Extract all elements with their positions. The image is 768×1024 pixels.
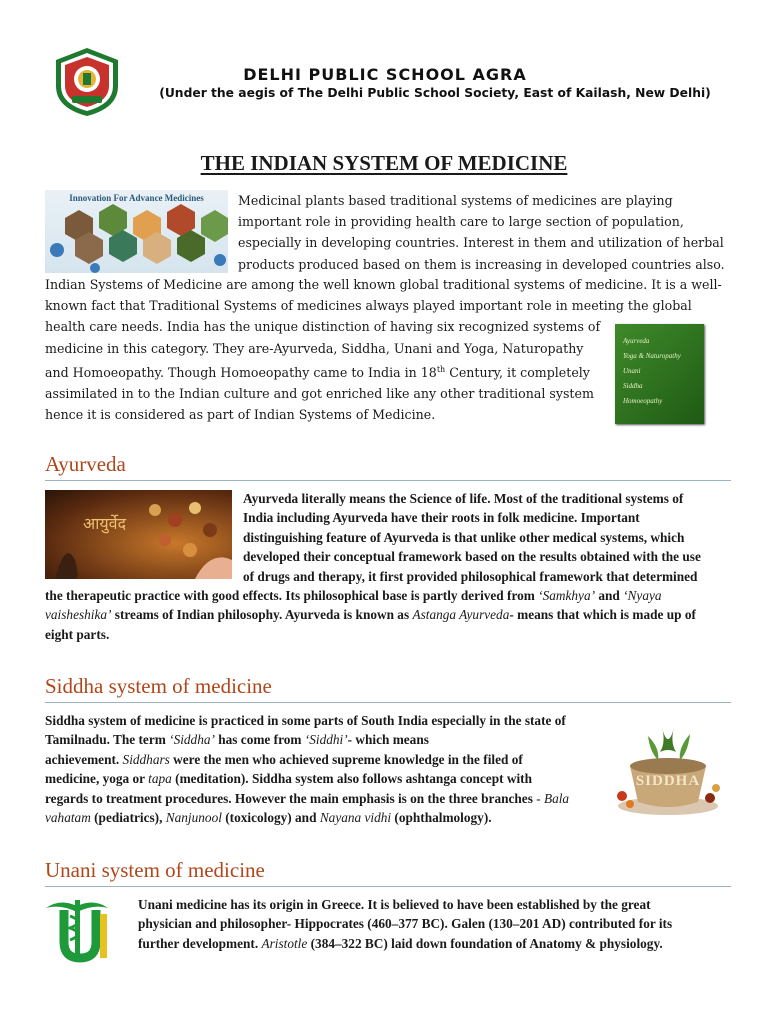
italic-term: vaisheshika’: [45, 607, 112, 623]
text-span: (384–322 BC) laid down foundation of Anatomy & physiology.: [307, 935, 663, 951]
italic-term: vahatam: [45, 810, 91, 826]
text-span: (toxicology) and: [221, 810, 320, 826]
ayurveda-line: [45, 605, 696, 624]
italic-term: Nanjunool: [165, 810, 222, 826]
ayurveda-heading: Ayurveda: [45, 452, 731, 481]
unani-line: Unani medicine has its origin in Greece. It is believed to have been established by the great: [138, 897, 651, 912]
superscript-th: th: [436, 364, 446, 374]
intro-line: especially in developing countries. Interest in them and utilization of herbal: [238, 235, 724, 251]
ayurveda-line: distinguishing feature of Ayurveda is that unlike other medical systems, which: [243, 529, 685, 545]
italic-term: Siddhars: [122, 751, 170, 767]
unani-logo: [42, 896, 112, 964]
italic-term: ‘Samkhya’: [538, 588, 596, 603]
siddha-heading: Siddha system of medicine: [45, 674, 731, 703]
intro-line: important role in providing health care to large section of population,: [238, 214, 684, 230]
unani-heading: Unani system of medicine: [45, 858, 731, 887]
text-span: medicine, yoga or: [45, 771, 149, 787]
ayurveda-line: [45, 586, 696, 605]
siddha-line: [45, 808, 569, 827]
text-span: - which means: [347, 732, 429, 748]
text-span: regards to treatment procedures. However the main emphasis is on the three branches: [45, 790, 537, 806]
ayurveda-line: of drugs and therapy, it first provided philosophical framework that determined: [243, 568, 698, 584]
intro-line: known fact that Traditional Systems of medicines always played important role in meeting the global: [45, 298, 692, 314]
ayurveda-line: India including Ayurveda have their roots in folk medicine. Important: [243, 510, 640, 526]
text-span: (ophthalmology).: [391, 810, 492, 826]
ayurveda-text-top: [243, 489, 701, 586]
ayurveda-line: Ayurveda literally means the Science of life. Most of the traditional systems of: [243, 491, 684, 506]
unani-line: [138, 934, 672, 953]
page-title-text: THE INDIAN SYSTEM OF MEDICINE: [200, 151, 568, 175]
book-line: Yoga & Naturopathy: [623, 352, 681, 360]
text-span: and: [595, 588, 624, 603]
unani-text: [138, 895, 672, 953]
text-span: streams of Indian philosophy. Ayurveda is known as: [111, 607, 413, 623]
italic-term: tapa: [148, 771, 172, 787]
text-span: Tamilnadu. The term: [45, 732, 170, 748]
intro-line-part: and Homoeopathy. Though Homoeopathy came to India in 18: [45, 365, 437, 380]
intro-line: assimilated in to the Indian culture and got enriched like any other traditional system: [45, 386, 594, 402]
book-line: Homoeopathy: [623, 397, 663, 405]
school-logo: [52, 46, 122, 118]
text-span: further development.: [138, 935, 262, 951]
intro-line: Medicinal plants based traditional systems of medicines are playing: [238, 193, 673, 208]
italic-term: ‘Nyaya: [623, 588, 662, 603]
ayurveda-line: eight parts.: [45, 626, 110, 642]
siddha-line: [45, 750, 569, 769]
text-span: has come from: [214, 732, 305, 748]
siddha-line: Siddha system of medicine is practiced in some parts of South India especially in the state of: [45, 713, 566, 728]
book-line: Siddha: [623, 382, 643, 390]
intro-line: medicine in this category. They are-Ayurveda, Siddha, Unani and Yoga, Naturopathy: [45, 340, 584, 356]
page-title: [0, 151, 768, 176]
siddha-image-text: SIDDHA: [635, 773, 701, 789]
text-span: - means that which is made up of: [509, 607, 696, 623]
italic-term: - Bala: [536, 790, 570, 806]
text-span: achievement.: [45, 751, 123, 767]
book-line: Unani: [623, 367, 641, 375]
book-line: Ayurveda: [623, 337, 650, 345]
italic-term: Astanga Ayurveda: [412, 607, 510, 623]
ayurveda-text-bottom: [45, 586, 696, 644]
intro-medicine-image: [45, 190, 228, 273]
siddha-line: [45, 730, 569, 749]
school-subtitle: (Under the aegis of The Delhi Public School Society, East of Kailash, New Delhi): [159, 86, 711, 100]
intro-image-caption: Innovation For Advance Medicines: [69, 193, 204, 203]
siddha-line: [45, 769, 569, 788]
italic-term: Aristotle: [261, 935, 308, 951]
text-span: were the men who achieved supreme knowledge in the filed of: [169, 751, 523, 767]
text-span: (meditation). Siddha system also follows ashtanga concept with: [171, 771, 532, 787]
ayurveda-line: developed their conceptual framework based on the results obtained with the use: [243, 549, 701, 565]
book-lines: [623, 334, 681, 409]
ayurveda-image: [45, 490, 232, 579]
intro-text-top: [238, 190, 725, 275]
intro-line: Indian Systems of Medicine are among the well known global traditional systems of medicine. It is a well-: [45, 277, 722, 292]
text-span: the therapeutic practice with good effects. Its philosophical base is partly derived from: [45, 588, 539, 603]
siddha-image: [612, 722, 724, 818]
italic-term: ‘Siddhi’: [304, 732, 348, 748]
intro-line-part: Century, it completely: [445, 365, 590, 380]
siddha-text: [45, 711, 569, 827]
italic-term: Nayana vidhi: [319, 810, 392, 826]
intro-line: hence it is considered as part of Indian Systems of Medicine.: [45, 407, 436, 423]
siddha-line: [45, 789, 569, 808]
school-name: DELHI PUBLIC SCHOOL AGRA: [243, 65, 527, 84]
intro-line: products produced based on them is increasing in developed countries also.: [238, 256, 725, 272]
text-span: (pediatrics),: [90, 810, 166, 826]
ayurveda-image-text: आयुर्वेद: [83, 514, 127, 533]
italic-term: ‘Siddha’: [169, 732, 215, 748]
unani-line: physician and philosopher- Hippocrates (460–377 BC). Galen (130–201 AD) contributed for its: [138, 916, 673, 932]
intro-line: health care needs. India has the unique distinction of having six recognized systems of: [45, 319, 601, 335]
ism-book-image: [615, 324, 704, 424]
